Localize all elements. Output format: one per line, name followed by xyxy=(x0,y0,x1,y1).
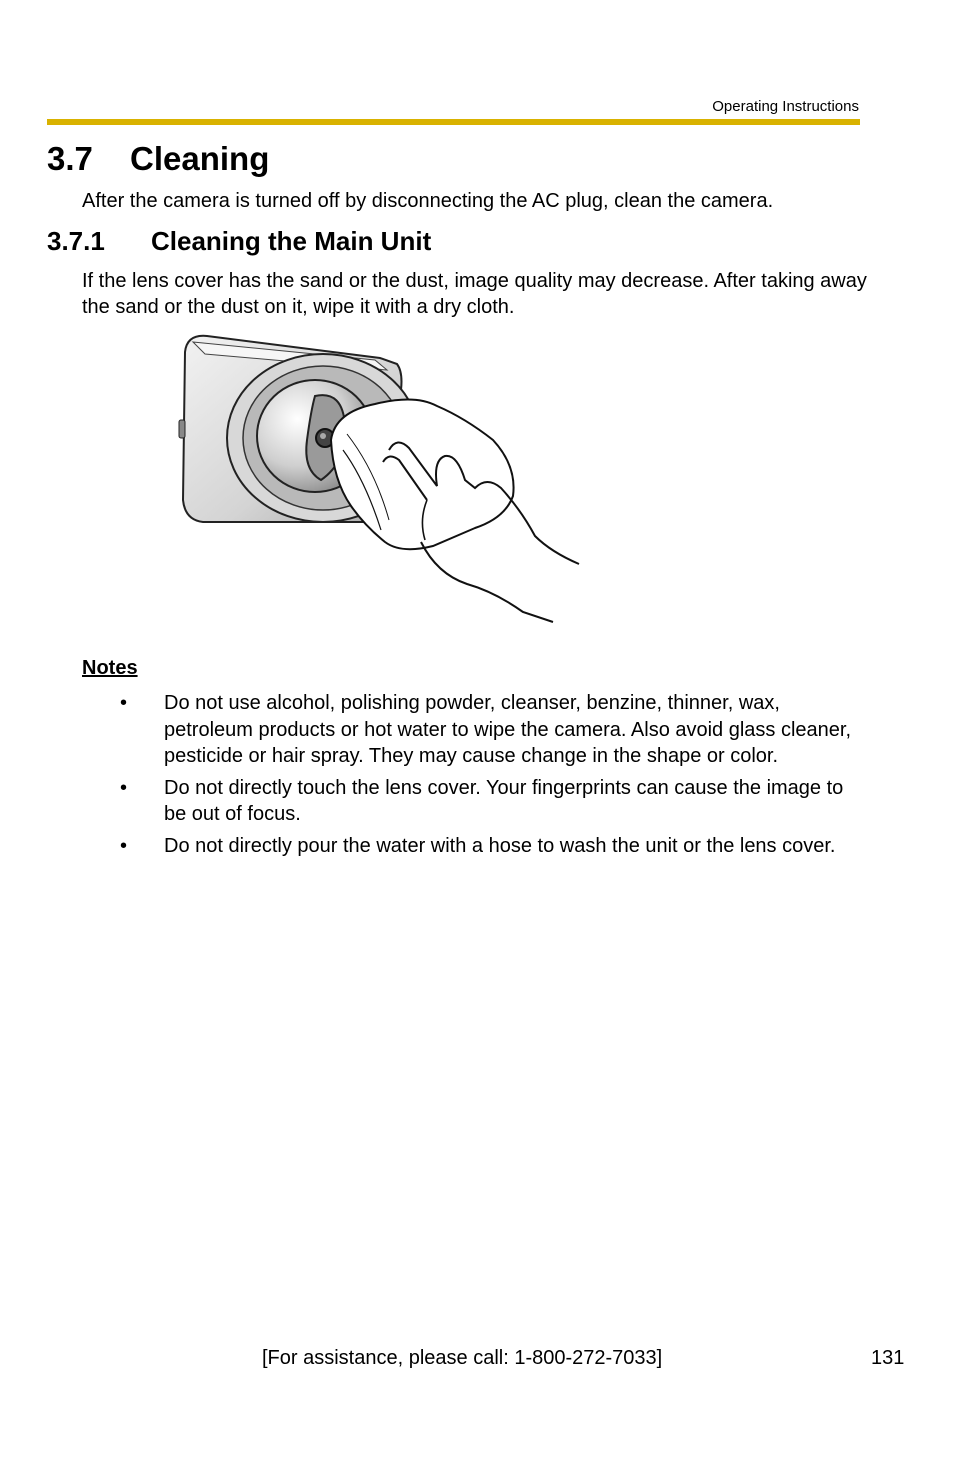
section-title xyxy=(47,140,269,178)
notes-heading: Notes xyxy=(82,657,138,679)
note-text: Do not directly touch the lens cover. Your fingerprints can cause the image to be out of focus. xyxy=(164,776,844,825)
section-number: 3.7 xyxy=(47,140,93,177)
camera-wiping-illustration xyxy=(175,330,585,625)
section-intro: After the camera is turned off by disconnecting the AC plug, clean the camera. xyxy=(82,190,774,212)
section-title-text: Cleaning xyxy=(130,140,270,177)
list-item xyxy=(120,833,864,860)
subsection-title-text: Cleaning the Main Unit xyxy=(151,226,432,256)
bullet: • xyxy=(120,692,128,714)
header-rule xyxy=(47,119,860,125)
list-item xyxy=(120,775,864,828)
subsection-body: If the lens cover has the sand or the dust, image quality may decrease. After taking away the sand or the dust on it, wipe it with a dry cloth. xyxy=(82,270,867,318)
list-item xyxy=(120,690,864,770)
subsection-title xyxy=(47,226,431,257)
note-text: Do not use alcohol, polishing powder, cleanser, benzine, thinner, wax, petroleum products or hot water to wipe the camera. Also avoid glass cleaner, pesticide or hair spray. They may cause change in the shape or color. xyxy=(164,692,852,767)
bullet: • xyxy=(120,834,128,857)
notes-list xyxy=(120,690,864,864)
page-number: 131 xyxy=(871,1347,905,1369)
note-text: Do not directly pour the water with a hose to wash the unit or the lens cover. xyxy=(164,834,836,857)
footer-assistance: [For assistance, please call: 1-800-272-7033] xyxy=(262,1347,663,1369)
bullet: • xyxy=(120,776,128,799)
header-label: Operating Instructions xyxy=(712,98,859,115)
subsection-number: 3.7.1 xyxy=(47,226,105,256)
